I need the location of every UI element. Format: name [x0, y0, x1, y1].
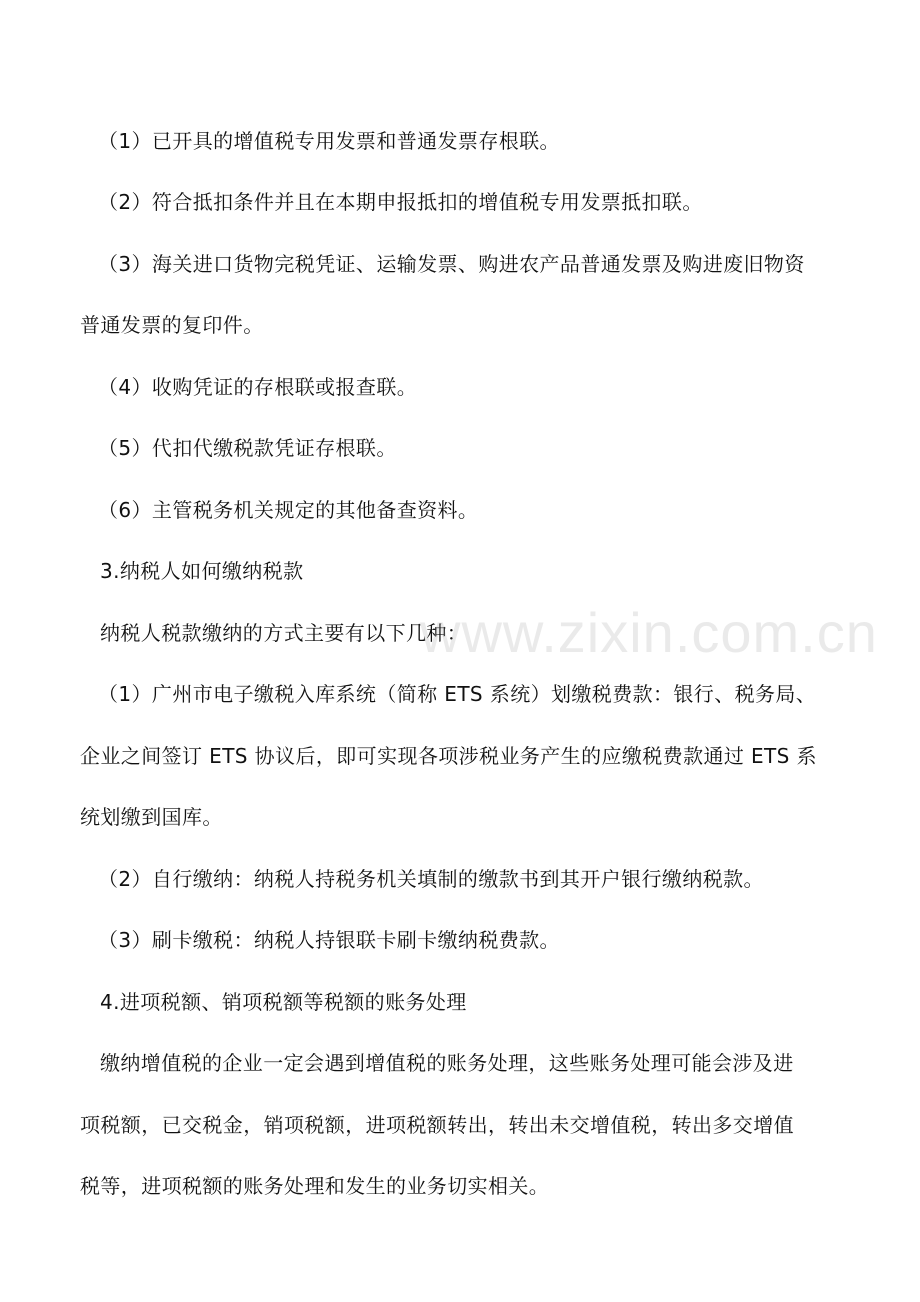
paragraph-line: （2）符合抵扣条件并且在本期申报抵扣的增值税专用发票抵扣联。: [98, 190, 703, 214]
paragraph-line: （3）海关进口货物完税凭证、运输发票、购进农产品普通发票及购进废旧物资: [98, 252, 805, 276]
watermark: www.zixin.com.cn: [420, 601, 878, 664]
paragraph-line: 税等，进项税额的账务处理和发生的业务切实相关。: [80, 1174, 550, 1198]
section-heading: 3.纳税人如何缴纳税款: [100, 559, 304, 583]
paragraph-line: （2）自行缴纳：纳税人持税务机关填制的缴款书到其开户银行缴纳税款。: [98, 867, 764, 891]
paragraph-line: （5）代扣代缴税款凭证存根联。: [98, 436, 397, 460]
paragraph-line: （1）广州市电子缴税入库系统（简称 ETS 系统）划缴税费款：银行、税务局、: [98, 682, 817, 706]
paragraph-line: （6）主管税务机关规定的其他备查资料。: [98, 498, 479, 522]
paragraph-line: 缴纳增值税的企业一定会遇到增值税的账务处理，这些账务处理可能会涉及进: [100, 1051, 794, 1075]
paragraph-line: 企业之间签订 ETS 协议后，即可实现各项涉税业务产生的应缴税费款通过 ETS 系: [80, 744, 817, 768]
paragraph-line: （4）收购凭证的存根联或报查联。: [98, 375, 418, 399]
section-heading: 4.进项税额、销项税额等税额的账务处理: [100, 990, 467, 1014]
paragraph-line: 普通发票的复印件。: [80, 313, 264, 337]
paragraph-line: 统划缴到国库。: [80, 805, 223, 829]
paragraph-line: 项税额，已交税金，销项税额，进项税额转出，转出未交增值税，转出多交增值: [80, 1113, 794, 1137]
paragraph-line: （1）已开具的增值税专用发票和普通发票存根联。: [98, 129, 560, 153]
paragraph-line: （3）刷卡缴税：纳税人持银联卡刷卡缴纳税费款。: [98, 928, 560, 952]
paragraph-line: 纳税人税款缴纳的方式主要有以下几种：: [100, 621, 468, 645]
